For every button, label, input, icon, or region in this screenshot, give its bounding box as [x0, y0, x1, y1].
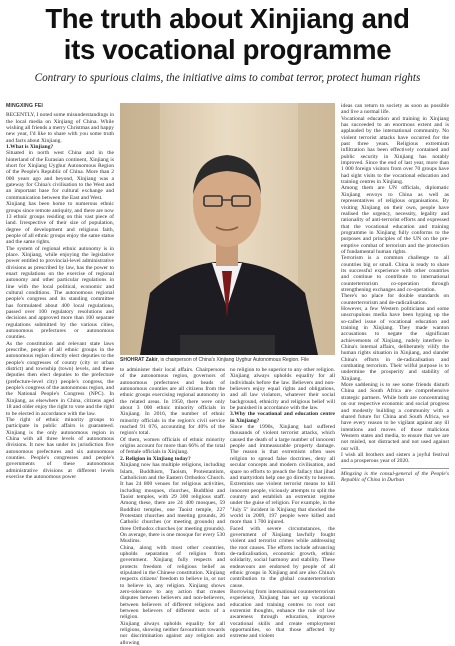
paragraph: Of them, women officials of ethnic minority origins account for more than 66% of the total of female officials in Xinjiang. [120, 436, 225, 456]
paragraph: Xinjiang always upholds equality for all religions, showing neither favouritism towards nor discrimination against any religion and allowing [120, 620, 225, 646]
paragraph: Situated in north west China and in the hinterland of the Eurasian continent, Xinjiang is short for Xinjiang Uyghur Autonomous Region of the People's Republic of China. More than 2 000 years ago and beyond, Xinjiang was a gateway for China's civilisation to the West and an important base for cultural exchange and communication between the East and West. [6, 150, 114, 201]
paragraph: Among them are UN officials, diplomatic Xinjiang envoys to China as well as representatives of religious organisations. By visiting Xinjiang on their own, people have realised the urgency, necessity, legality and rationality of anti-terrorist efforts and expressed that the vocational education and training programme in Xinjiang fully conforms to the purposes and principles of the UN on the pre-emptive combat of terrorism and the protection of fundamental human rights. [341, 185, 449, 255]
paragraph: I wish all brothers and sisters a joyful festival and a prosperous year of 2020. [341, 451, 449, 465]
paragraph: Faced with severe circumstances, the government of Xinjiang lawfully fought violent and terrorist crimes while addressing the root causes. The efforts include advancing de-radicalisation, economic growth, ethnic solidarity, social harmony and stability. These endeavours are endorsed by people of all ethnic groups in Xinjiang and are also China's contribution to the global counterterrorism cause. [230, 525, 335, 589]
section-heading: 1.What is Xinjiang? [6, 144, 54, 151]
paragraph: However, a few Western politicians and some unscrupulous media have been hyping up the so-called issue of vocational education and training in Xinjiang. They made wanton accusations to negate the significant achievements of Xinjiang, rudely interfere in China's internal affairs, deliberately vilify the human rights situation in Xinjiang, and slander China's efforts in de-radicalisation and combating terrorism. Their wilful purpose is to undermine the prosperity and stability of Xinjiang. [341, 306, 449, 382]
paragraph: Vocational education and training in Xinjiang has succeeded to an enormous extent and is applauded by the international community. No violent terrorist attacks have occurred for the past three years. Religious extremism infiltration has been effectively contained and public security in Xinjiang has notably improved. Since the end of last year, more than 1 000 foreign visitors from over 70 groups have had sight visits to the vocational education and training centres in Xinjiang. [341, 115, 449, 186]
paragraph: Terrorism is a common challenge to all countries big or small. China is ready to share its successful experience with other countries and continue to contribute to international counterterrorism co-operation through strengthening exchanges and co-operation. [341, 255, 449, 293]
paragraph: There's no place for double standards on counterterrorism and de-radicalisation. [341, 293, 449, 306]
headline [0, 3, 455, 65]
paragraph: The system of regional ethnic autonomy is in place. Xinjiang, while enjoying the legislative power entitled to provincial-level administrative divisions as prescribed by law, has the power to enact regulations on the exercise of regional autonomy and other particular regulations in line with the local political, economic and cultural conditions. The autonomous regional people's congress and its standing committee has formulated about 400 local regulations, passed over 100 regulatory resolutions and decisions and approved more than 100 separate regulations submitted by the various cities, autonomous prefectures or autonomous counties. [6, 245, 114, 341]
article-column-2 [120, 367, 225, 646]
paragraph: to administer their local affairs. Chairpersons of the autonomous region, governors of autonomous prefectures and heads of autonomous counties are all citizens from the ethnic groups exercising regional autonomy in the related areas. In 1950, there were only about 3 000 ethnic minority officials in Xinjiang. In 2016, the number of ethnic minority officials in the region's civil service reached 91 076, accounting for 40% of the region's total. [120, 367, 225, 437]
paragraph: RECENTLY, I noted some misunderstandings in the local media on Xinjiang of China. While wishing all friends a merry Christmas and happy new year, I'd like to share with you some truth and facts about Xinjiang. [6, 112, 114, 144]
section-heading: 3.Why the vocational and education centre in Xinjiang? [230, 411, 335, 424]
headline-line-2: its vocational programme [63, 34, 392, 65]
article-column-1 [6, 103, 114, 636]
paragraph: Borrowing from international counterterrorism experience, Xinjiang has set up vocational education and training centres to root out extremist thoughts, enhance the rule of law awareness through education, improve vocational skills and create employment opportunities, so that those affected by extreme and violent [230, 589, 335, 640]
paragraph: no religion to be superior to any other religion. Xinjiang always upholds equality for all individuals before the law. Believers and non-believers enjoy equal rights and obligations, and all law violators, whatever their social background, ethnicity and religious belief will be punished in accordance with the law. [230, 367, 335, 412]
caption-text: , is chairperson of China's Xinjiang Uyghur Autonomous Region. [157, 357, 300, 363]
paragraph: As the constitution and relevant state laws prescribe, people of all ethnic groups in the autonomous region directly elect deputies to the people's congresses of county (city or urban district) and township (town) levels, and these deputies then elect deputies to the prefecture (prefecture-level city) people's congress, the people's congress of the autonomous region, and the National People's Congress (NPC). In Xinjiang, as elsewhere in China, citizens aged 18 and older enjoy the right to vote and the right to be elected in accordance with the law. [6, 340, 114, 417]
paragraph: Since the 1990s, Xinjiang had suffered thousands of violent terrorist attacks, which caused the death of a large number of innocent people and immeasurable property damage. The reason is that extremism often uses religion to spread false doctrines, deny all secular concepts and modern civilisation, and spare no efforts to preach the fallacy that jihad and martyrdom help one go directly to heaven. Extremists use violent terrorist means to kill innocent people, viciously attempts to split the country and establish an extremist regime under the guise of religion. For example, in the "July 5" incident in Xinjiang that shocked the world in 2009, 197 people were killed and more than 1 700 injured. [230, 424, 335, 526]
paragraph: The right of ethnic minority groups to participate in public affairs is guaranteed. Xinjiang is the only autonomous region in China with all three levels of autonomous divisions. It now has under its jurisdiction five autonomous prefectures and six autonomous counties. People's congresses and people's governments of these autonomous administrative divisions at different levels exercise the autonomous power [6, 416, 114, 480]
caption-credit: File [300, 357, 310, 363]
paragraph: China, along with most other countries, upholds separation of religion from government. Xinjiang fully respects and protects freedom of religious belief as stipulated in the Chinese constitution. Xinjiang respects citizens' freedom to believe in, or not to believe in, any religion. Xinjiang shows zero-tolerance to any action that creates disputes between believers and non-believers, between believers of different religions and between believers of different sects of a religion. [120, 544, 225, 621]
author-note: Mingxing is the consul-general of the People's Republic of China in Durban [341, 468, 449, 484]
portrait-image [120, 103, 335, 355]
headline-line-1: The truth about Xinjiang and [45, 3, 410, 34]
paragraph: Xinjiang has been home to numerous ethnic groups since remote antiquity, and there are now 13 ethnic groups residing on this vast piece of land. Irrespective of their size of population, degree of development and religious faith, people of all ethnic groups enjoy the same status and the same rights. [6, 201, 114, 246]
caption-name: SHOHRAT Zakir [120, 357, 158, 363]
photo-caption [120, 357, 335, 363]
subheadline: Contrary to spurious claims, the initiative aims to combat terror, protect human rights [34, 72, 421, 84]
article-column-3 [230, 367, 335, 640]
section-heading: 2. Religion in Xinjiang today? [120, 455, 191, 462]
paragraph: ideas can return to society as soon as possible and live a normal life. [341, 103, 449, 116]
byline: MINGXING FEI [6, 103, 43, 109]
paragraph: More saddening is to see some friends disturb China and South Africa are comprehensive strategic partners. While both are concentrating on our respective economic and social progress and modestly building a community with a shared future for China and South Africa, we have every reason to be vigilant against any ill intentions and moves of those malicious Western states and media, to ensure that we are not misled, not distracted and not used against our will. [341, 382, 449, 452]
article-photo [120, 103, 335, 355]
article-column-4 [341, 103, 449, 636]
paragraph: Xinjiang now has multiple religions, including Islam, Buddhism, Taoism, Protestantism, Catholicism and the Eastern Orthodox Church. It has 24 800 venues for religious activities, including mosques, churches, Buddhist and Taoist temples, with 29 300 religious staff. Among these, there are 24 400 mosques, 59 Buddhist temples, one Taoist temple, 227 Protestant churches and meeting grounds, 26 Catholic churches (or meeting grounds) and three Orthodox churches (or meeting grounds). On average, there is one mosque for every 530 Muslims. [120, 462, 225, 545]
